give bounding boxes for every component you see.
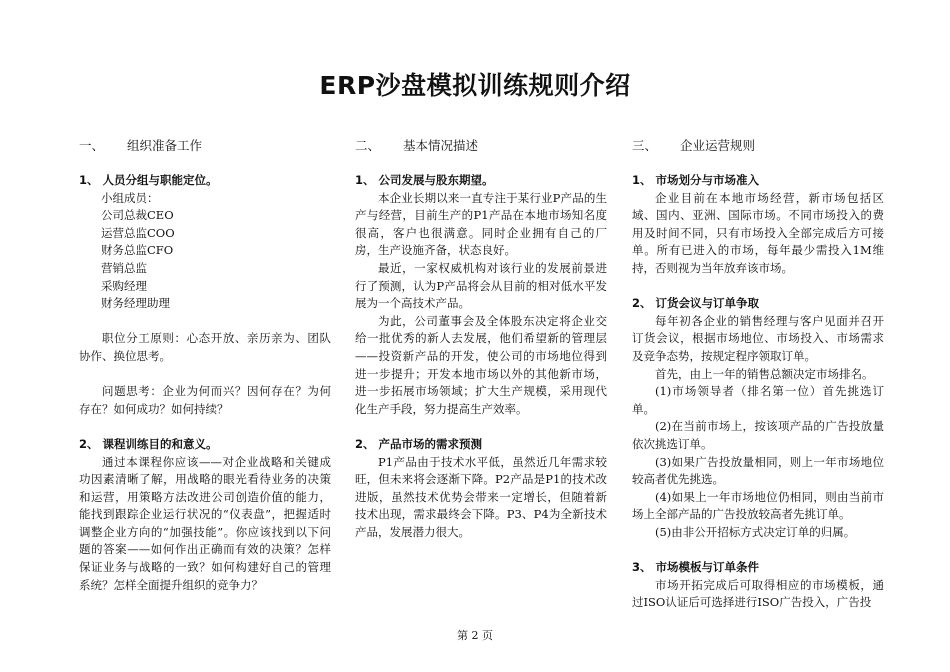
section-title: 基本情况描述 bbox=[403, 138, 479, 153]
paragraph: 本企业长期以来一直专注于某行业P产品的生产与经营，目前生产的P1产品在本地市场知名度很高，客户也很满意。同时企业拥有自己的厂房，生产设施齐备，状态良好。 bbox=[355, 190, 607, 258]
rule-item: (4)如果上一年市场地位仍相同，则由当前市场上全部产品的广告投放较高者先挑订单。 bbox=[632, 489, 884, 522]
section-title: 组织准备工作 bbox=[127, 138, 203, 153]
subsection-title: 1、 市场划分与市场准入 bbox=[632, 173, 760, 187]
section-title: 企业运营规则 bbox=[680, 138, 756, 153]
section-heading-3 bbox=[632, 137, 884, 154]
paragraph: 职位分工原则：心态开放、亲历亲为、团队协作、换位思考。 bbox=[79, 331, 331, 363]
page-number: 第 2 页 bbox=[457, 629, 493, 642]
role-item: 财务总监CFO bbox=[101, 243, 174, 258]
paragraph: 为此，公司董事会及全体股东决定将企业交给一批优秀的新人去发展，他们希望新的管理层——投资新产品的开发，使公司的市场地位得到进一步提升；开发本地市场以外的其他新市场，进一步拓展市场领域；扩大生产规模，采用现代化生产手段，努力提高生产效率。 bbox=[355, 313, 607, 416]
paragraph: 问题思考：企业为何而兴？因何存在？为何存在？如何成功？如何持续？ bbox=[79, 384, 331, 416]
subsection-title: 3、 市场模板与订单条件 bbox=[632, 560, 760, 575]
section-heading-2 bbox=[355, 137, 607, 154]
subsection-title: 1、 人员分组与职能定位。 bbox=[79, 173, 218, 187]
subsection-title: 2、 课程训练目的和意义。 bbox=[79, 436, 218, 451]
page-title: ERP沙盘模拟训练规则介绍 bbox=[319, 71, 631, 100]
section-number: 二、 bbox=[355, 138, 381, 153]
rule-item: (1)市场领导者（排名第一位）首先挑选订单。 bbox=[632, 384, 884, 416]
section-heading-1 bbox=[79, 137, 331, 154]
section-number: 三、 bbox=[632, 138, 658, 153]
paragraph: 最近，一家权威机构对该行业的发展前景进行了预测，认为P产品将会从目前的相对低水平发展为一个高技术产品。 bbox=[355, 260, 607, 311]
role-item: 小组成员： bbox=[101, 190, 159, 205]
role-item: 营销总监 bbox=[101, 260, 147, 275]
rule-item: (3)如果广告投放量相同，则上一年市场地位较高者优先挑选。 bbox=[632, 454, 884, 487]
subsection-title: 2、 订货会议与订单争取 bbox=[632, 296, 760, 311]
subsection-title: 2、 产品市场的需求预测 bbox=[355, 436, 483, 451]
rule-item: (2)在当前市场上，按该项产品的广告投放量依次挑选订单。 bbox=[632, 419, 884, 451]
column-organization bbox=[79, 137, 331, 594]
paragraph: P1产品由于技术水平低，虽然近几年需求较旺，但未来将会逐渐下降。P2产品是P1的技术改进版，虽然技术优势会带来一定增长，但随着新技术出现，需求最终会下降。P3、P4为全新技术产品，发展潜力很大。 bbox=[355, 454, 607, 539]
paragraph: 企业目前在本地市场经营，新市场包括区域、国内、亚洲、国际市场。不同市场投入的费用及时间不同，只有市场投入全部完成后方可接单。所有已进入的市场，每年最少需投入1M维持，否则视为当年放弃该市场。 bbox=[632, 190, 884, 275]
role-item: 采购经理 bbox=[101, 278, 147, 293]
section-number: 一、 bbox=[79, 138, 105, 153]
rule-item: (5)由非公开招标方式决定订单的归属。 bbox=[655, 524, 856, 539]
paragraph: 市场开拓完成后可取得相应的市场模板，通过ISO认证后可选择进行ISO广告投入，广告投 bbox=[632, 577, 884, 610]
paragraph: 首先，由上一年的销售总额决定市场排名。 bbox=[655, 366, 874, 381]
role-item: 运营总监COO bbox=[101, 225, 175, 240]
paragraph: 通过本课程你应该——对企业战略和关键成功因素清晰了解，用战略的眼光看待业务的决策和运营，用策略方法改进公司创造价值的能力，能找到跟踪企业运行状况的“仪表盘”，把握适时调整企业方向的“加强技能”。你应该找到以下问题的答案——如何作出正确而有效的决策？怎样保证业务与战略的一致？如何构建好自己的管理系统？怎样全面提升组织的竞争力？ bbox=[79, 454, 331, 592]
role-item: 公司总裁CEO bbox=[101, 208, 174, 223]
column-basic-description bbox=[355, 137, 607, 541]
subsection-title: 1、 公司发展与股东期望。 bbox=[355, 173, 494, 187]
role-item: 财务经理助理 bbox=[101, 296, 170, 311]
paragraph: 每年初各企业的销售经理与客户见面并召开订货会议，根据市场地位、市场投入、市场需求及竞争态势，按规定程序领取订单。 bbox=[632, 313, 884, 363]
column-operating-rules bbox=[632, 137, 884, 612]
